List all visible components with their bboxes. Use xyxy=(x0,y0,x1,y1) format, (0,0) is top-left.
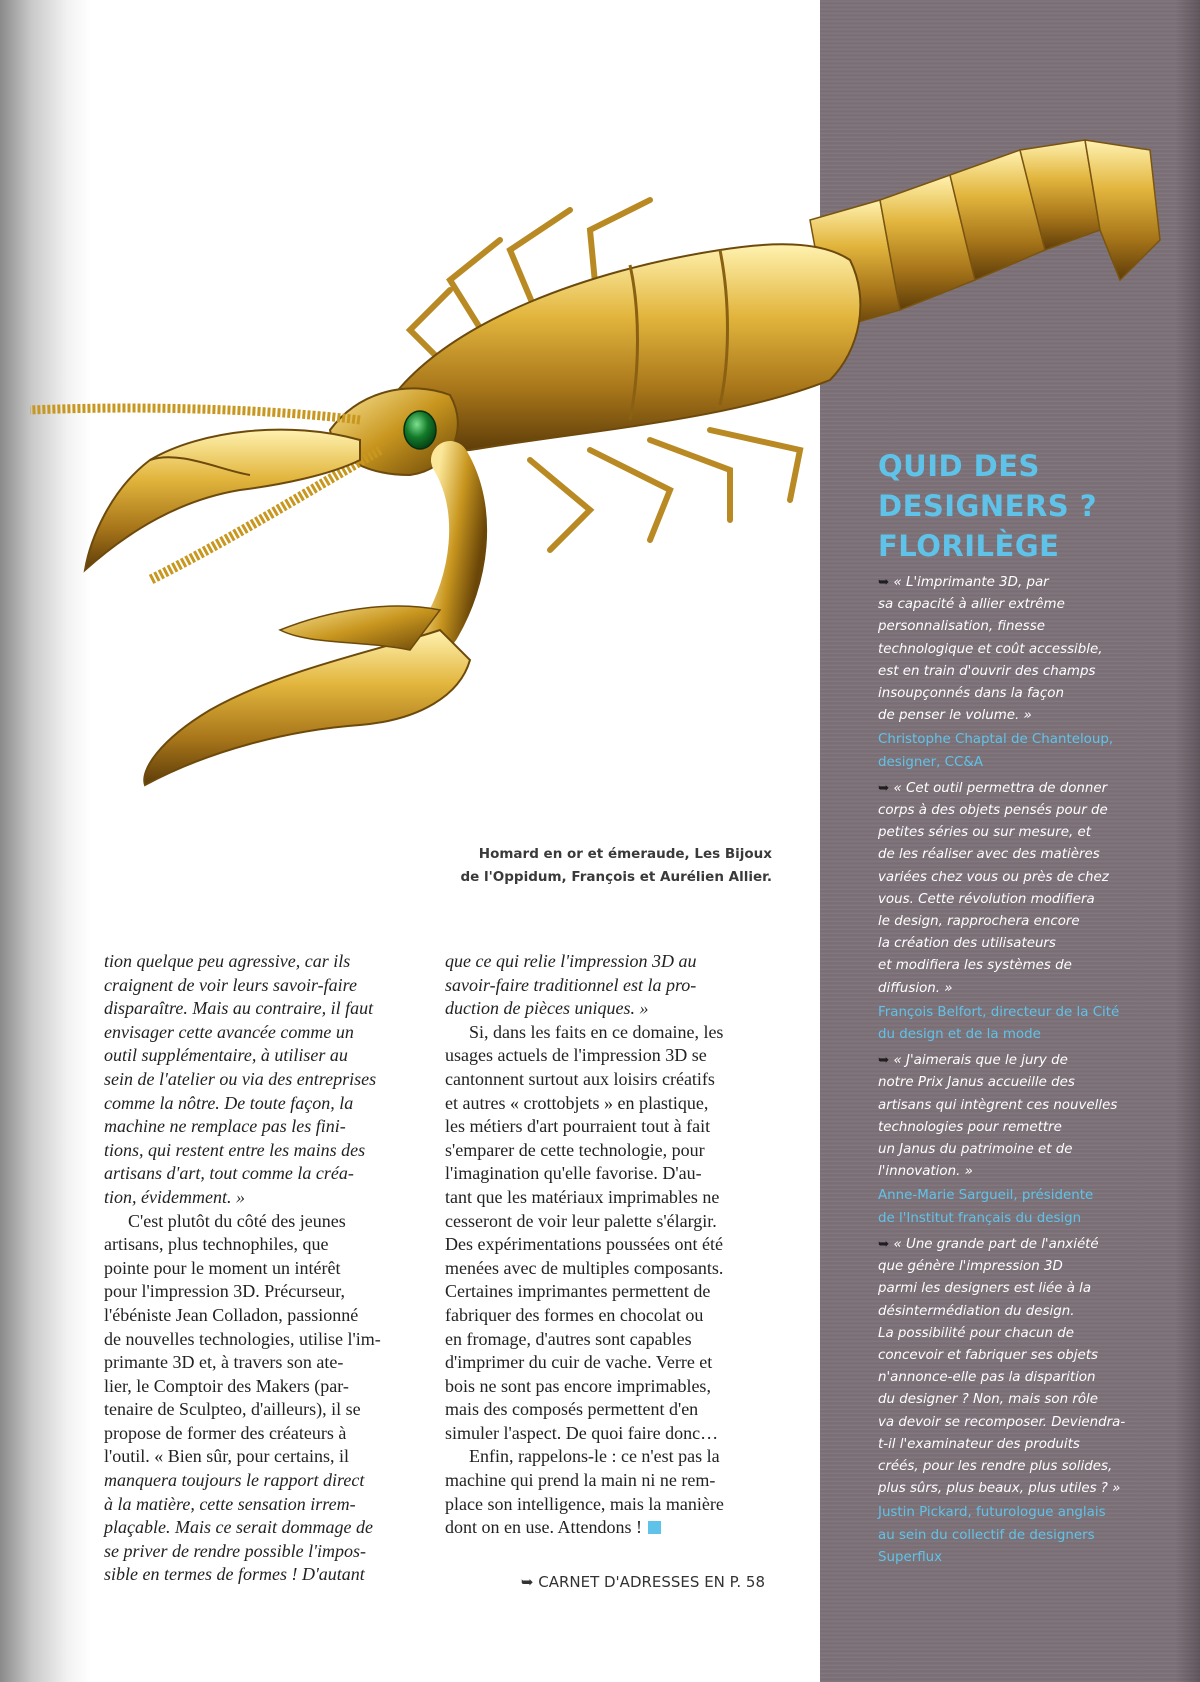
article-line-text: et autres « crottobjets » en plastique, xyxy=(445,1092,709,1113)
article-line-text: simuler l'aspect. De quoi faire donc… xyxy=(445,1422,719,1443)
article-line-text: l'imagination qu'elle favorise. D'au- xyxy=(445,1163,702,1184)
article-line xyxy=(445,1068,761,1092)
quote-line: du designer ? Non, mais son rôle xyxy=(878,1392,1099,1408)
article-line xyxy=(104,1304,416,1328)
attribution-line: Superflux xyxy=(878,1549,943,1565)
designer-quotes xyxy=(878,572,1158,1573)
caption-line-1: Homard en or et émeraude, Les Bijoux xyxy=(478,846,772,862)
photo-caption xyxy=(430,843,772,889)
article-column-left xyxy=(104,950,416,1587)
quote-3 xyxy=(878,1050,1158,1183)
article-line-text: que ce qui relie l'impression 3D au xyxy=(445,951,697,971)
article-line xyxy=(104,1398,416,1422)
article-line-text: fabriquer des formes en chocolat ou xyxy=(445,1304,704,1325)
quote-line: insoupçonnés dans la façon xyxy=(878,686,1064,702)
article-column-right xyxy=(445,950,761,1540)
article-line xyxy=(104,1186,416,1210)
address-book-text: CARNET D'ADRESSES EN P. 58 xyxy=(538,1573,765,1591)
article-line xyxy=(445,1021,761,1045)
sidebar-title-line-1: QUID DES xyxy=(878,449,1040,483)
article-line-text: sein de l'atelier ou via des entreprises xyxy=(104,1068,377,1089)
article-line-text: comme la nôtre. De toute façon, la xyxy=(104,1092,354,1113)
article-line xyxy=(445,1233,761,1257)
article-line-text: l'ébéniste Jean Colladon, passionné xyxy=(104,1304,359,1325)
article-line xyxy=(104,1068,416,1092)
article-line xyxy=(104,1257,416,1281)
quote-line: désintermédiation du design. xyxy=(878,1303,1075,1319)
article-line-text: lier, le Comptoir des Makers (par- xyxy=(104,1375,349,1396)
article-line-text: de nouvelles technologies, utilise l'im- xyxy=(104,1328,381,1349)
quote-line: « Une grande part de l'anxiété xyxy=(893,1236,1099,1252)
article-line-text: dont on en use. Attendons ! xyxy=(445,1517,642,1538)
article-line xyxy=(445,1351,761,1375)
article-line xyxy=(104,1092,416,1116)
article-line xyxy=(104,1375,416,1399)
article-line xyxy=(445,1422,761,1446)
quote-1 xyxy=(878,572,1158,727)
article-line-text: envisager cette avancée comme un xyxy=(104,1021,354,1042)
attribution-line: du design et de la mode xyxy=(878,1027,1041,1043)
quote-line: La possibilité pour chacun de xyxy=(878,1325,1075,1341)
quote-2 xyxy=(878,778,1158,1000)
article-line-text: d'imprimer du cuir de vache. Verre et xyxy=(445,1352,713,1373)
quote-attribution xyxy=(878,1185,1158,1229)
article-line xyxy=(445,1445,761,1469)
arrow-icon: ➥ xyxy=(878,575,890,590)
sidebar-title-line-2: DESIGNERS ? xyxy=(878,489,1098,523)
article-line-text: tion quelque peu agressive, car ils xyxy=(104,951,351,971)
article-line xyxy=(104,1139,416,1163)
article-line-text: duction de pièces uniques. » xyxy=(445,998,649,1019)
article-line-text: tenaire de Sculpteo, d'ailleurs), il se xyxy=(104,1399,361,1420)
article-line xyxy=(445,1139,761,1163)
article-line-text: usages actuels de l'impression 3D se xyxy=(445,1045,707,1066)
article-line xyxy=(104,1044,416,1068)
quote-line: notre Prix Janus accueille des xyxy=(878,1075,1075,1091)
article-line xyxy=(445,1493,761,1517)
article-line-text: tant que les matériaux imprimables ne xyxy=(445,1186,720,1207)
article-line-text: manquera toujours le rapport direct xyxy=(104,1470,365,1491)
quote-line: artisans qui intègrent ces nouvelles xyxy=(878,1097,1118,1113)
article-line xyxy=(445,1044,761,1068)
article-line xyxy=(104,1233,416,1257)
article-line xyxy=(104,1540,416,1564)
attribution-line: Christophe Chaptal de Chanteloup, xyxy=(878,732,1114,748)
arrow-icon: ➥ xyxy=(878,780,890,796)
article-line-text: craignent de voir leurs savoir-faire xyxy=(104,974,357,995)
article-line-text: se priver de rendre possible l'impos- xyxy=(104,1540,366,1561)
quote-line: un Janus du patrimoine et de xyxy=(878,1142,1073,1158)
article-line-text: Si, dans les faits en ce domaine, les xyxy=(469,1021,724,1042)
article-line xyxy=(104,1351,416,1375)
quote-line: est en train d'ouvrir des champs xyxy=(878,663,1096,679)
quote-line: parmi les designers est liée à la xyxy=(878,1281,1092,1297)
article-line-text: sible en termes de formes ! D'autant xyxy=(104,1564,365,1585)
article-line xyxy=(445,1115,761,1139)
article-line-text: pointe pour le moment un intérêt xyxy=(104,1257,341,1278)
quote-line: t-il l'examinateur des produits xyxy=(878,1436,1080,1452)
quote-line: concevoir et fabriquer ses objets xyxy=(878,1347,1098,1363)
quote-attribution xyxy=(878,1002,1158,1046)
article-line-text: place son intelligence, mais la manière xyxy=(445,1493,724,1514)
article-line-text: tion, évidemment. » xyxy=(104,1186,245,1207)
article-line xyxy=(104,1280,416,1304)
article-line xyxy=(104,997,416,1021)
quote-line: le design, rapprochera encore xyxy=(878,914,1080,930)
article-line xyxy=(104,1021,416,1045)
attribution-line: François Belfort, directeur de la Cité xyxy=(878,1004,1120,1020)
article-line xyxy=(445,997,761,1021)
article-line xyxy=(104,1422,416,1446)
attribution-line: de l'Institut français du design xyxy=(878,1210,1082,1226)
article-line xyxy=(104,1445,416,1469)
article-line-text: Certaines imprimantes permettent de xyxy=(445,1281,711,1302)
article-line xyxy=(445,1328,761,1352)
article-line-text: bois ne sont pas encore imprimables, xyxy=(445,1375,711,1396)
quote-line: technologies pour remettre xyxy=(878,1119,1062,1135)
article-line-text: l'outil. « Bien sûr, pour certains, il xyxy=(104,1446,349,1467)
quote-line: diffusion. » xyxy=(878,980,953,996)
quote-line: et modifiera les systèmes de xyxy=(878,958,1072,974)
caption-line-2: de l'Oppidum, François et Aurélien Allier. xyxy=(460,869,772,885)
quote-line: va devoir se recomposer. Deviendra- xyxy=(878,1414,1126,1430)
article-line xyxy=(104,974,416,998)
quote-line: créés, pour les rendre plus solides, xyxy=(878,1458,1113,1474)
quote-line: technologique et coût accessible, xyxy=(878,641,1103,657)
article-line xyxy=(445,1257,761,1281)
quote-attribution xyxy=(878,729,1158,773)
article-line-text: cantonnent surtout aux loisirs créatifs xyxy=(445,1068,715,1089)
article-line xyxy=(104,950,416,974)
article-line-text: machine ne remplace pas les fini- xyxy=(104,1116,346,1137)
quote-line: personnalisation, finesse xyxy=(878,619,1045,635)
article-line-text: Des expérimentations poussées ont été xyxy=(445,1234,723,1255)
article-line xyxy=(104,1210,416,1234)
article-line-text: disparaître. Mais au contraire, il faut xyxy=(104,998,374,1019)
attribution-line: designer, CC&A xyxy=(878,754,983,770)
article-line-text: mais des composés permettent d'en xyxy=(445,1399,699,1420)
article-line xyxy=(445,1092,761,1116)
article-line-text: artisans d'art, tout comme la créa- xyxy=(104,1163,354,1184)
article-line xyxy=(445,1304,761,1328)
article-line-text: C'est plutôt du côté des jeunes xyxy=(128,1210,346,1231)
article-line xyxy=(104,1493,416,1517)
article-line-text: tions, qui restent entre les mains des xyxy=(104,1139,366,1160)
article-line-text: primante 3D et, à travers son ate- xyxy=(104,1352,344,1373)
article-line xyxy=(445,1186,761,1210)
article-line xyxy=(104,1328,416,1352)
quote-attribution xyxy=(878,1502,1158,1569)
article-line-text: menées avec de multiples composants. xyxy=(445,1257,724,1278)
article-line-text: artisans, plus technophiles, que xyxy=(104,1234,329,1255)
quote-line: « J'aimerais que le jury de xyxy=(893,1053,1068,1069)
article-line-text: cesseront de voir leur palette s'élargir. xyxy=(445,1210,717,1231)
article-line-text: pour l'impression 3D. Précurseur, xyxy=(104,1281,345,1302)
article-line xyxy=(445,1162,761,1186)
quote-line: corps à des objets pensés pour de xyxy=(878,803,1108,819)
quote-line: plus sûrs, plus beaux, plus utiles ? » xyxy=(878,1481,1121,1497)
quote-line: petites séries ou sur mesure, et xyxy=(878,825,1091,841)
attribution-line: Anne-Marie Sargueil, présidente xyxy=(878,1188,1094,1204)
article-line xyxy=(445,1398,761,1422)
article-line xyxy=(104,1516,416,1540)
article-line-text: à la matière, cette sensation irrem- xyxy=(104,1493,356,1514)
article-line-text: savoir-faire traditionnel est la pro- xyxy=(445,974,697,995)
arrow-icon: ➥ xyxy=(878,1236,890,1252)
quote-line: que génère l'impression 3D xyxy=(878,1259,1063,1275)
arrow-icon: ➥ xyxy=(520,1573,534,1591)
article-line-text: outil supplémentaire, à utiliser au xyxy=(104,1045,348,1066)
quote-line: variées chez vous ou près de chez xyxy=(878,869,1109,885)
article-line xyxy=(445,1516,761,1540)
article-line xyxy=(445,1210,761,1234)
address-book-reference xyxy=(515,1573,765,1591)
article-line xyxy=(445,1469,761,1493)
article-line xyxy=(104,1469,416,1493)
quote-line: de penser le volume. » xyxy=(878,708,1032,724)
quote-line: « Cet outil permettra de donner xyxy=(893,780,1108,796)
article-line xyxy=(104,1115,416,1139)
quote-line: « L'imprimante 3D, par xyxy=(893,575,1049,590)
article-line-text: en fromage, d'autres sont capables xyxy=(445,1328,692,1349)
article-line-text: propose de former des créateurs à xyxy=(104,1422,347,1443)
quote-line: n'annonce-elle pas la disparition xyxy=(878,1370,1096,1386)
article-line xyxy=(445,950,761,974)
quote-4 xyxy=(878,1234,1158,1500)
end-of-article-square-icon xyxy=(648,1521,661,1534)
quote-line: de les réaliser avec des matières xyxy=(878,847,1100,863)
arrow-icon: ➥ xyxy=(878,1053,890,1069)
attribution-line: au sein du collectif de designers xyxy=(878,1527,1095,1543)
article-line-text: s'emparer de cette technologie, pour xyxy=(445,1139,705,1160)
quote-line: l'innovation. » xyxy=(878,1164,973,1180)
quote-line: la création des utilisateurs xyxy=(878,936,1056,952)
quote-line: vous. Cette révolution modifiera xyxy=(878,891,1095,907)
article-line xyxy=(445,974,761,998)
article-line xyxy=(445,1280,761,1304)
quote-line: sa capacité à allier extrême xyxy=(878,597,1065,613)
article-line xyxy=(104,1563,416,1587)
article-line-text: plaçable. Mais ce serait dommage de xyxy=(104,1517,373,1538)
sidebar-title-line-3: FLORILÈGE xyxy=(878,529,1060,563)
article-line-text: Enfin, rappelons-le : ce n'est pas la xyxy=(469,1446,720,1467)
article-line xyxy=(104,1162,416,1186)
sidebar-title xyxy=(878,446,1178,566)
article-line xyxy=(445,1375,761,1399)
article-line-text: machine qui prend la main ni ne rem- xyxy=(445,1470,716,1491)
article-line-text: les métiers d'art pourraient tout à fait xyxy=(445,1116,711,1137)
attribution-line: Justin Pickard, futurologue anglais xyxy=(878,1505,1106,1521)
